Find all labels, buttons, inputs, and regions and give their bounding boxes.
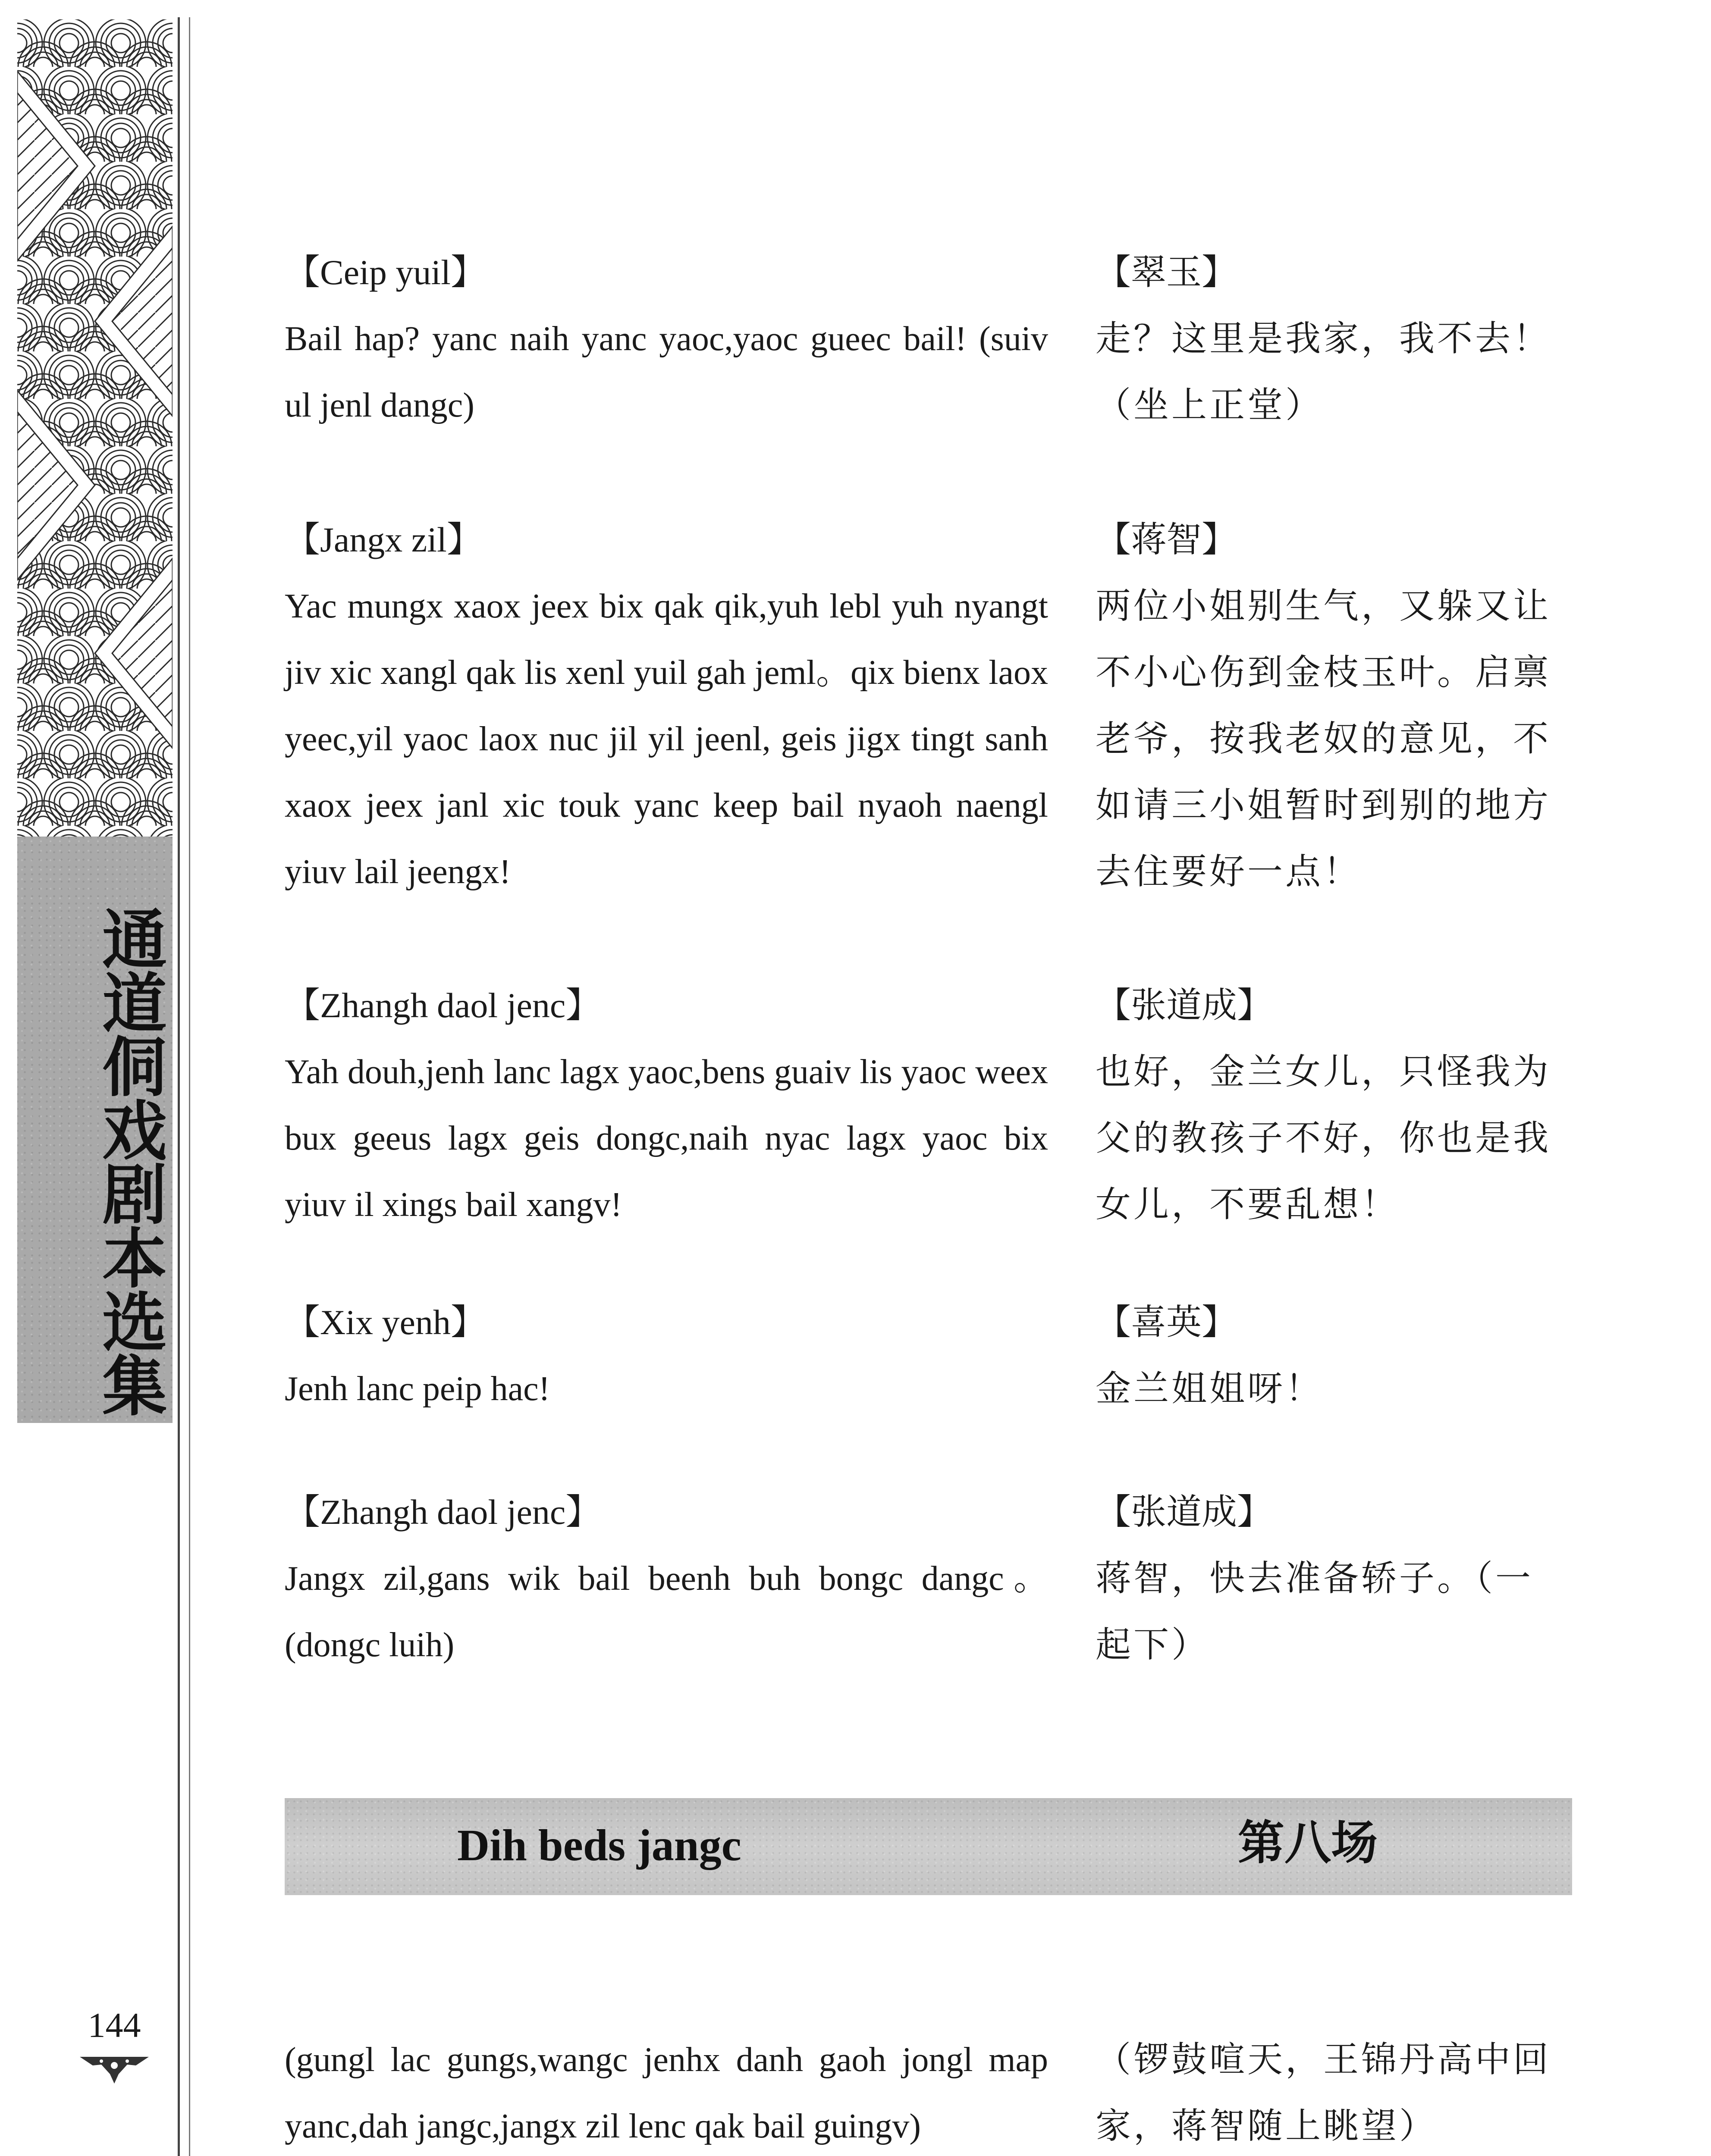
- dialogue-text-dong: Yah douh,jenh lanc lagx yaoc,bens guaiv lis yaoc weex bux geeus lagx geis dongc,naih nyac lagx yaoc bix yiuv il xings bail xangv!: [285, 1053, 1048, 1224]
- decorative-margin-pattern: [17, 19, 173, 837]
- scene-heading-banner: [285, 1798, 1572, 1895]
- speaker-name-dong: 【Xix yenh】: [285, 1303, 486, 1342]
- dialogue-text-dong: Jenh lanc peip hac!: [285, 1370, 550, 1408]
- speaker-name-zh: 【喜英】: [1096, 1302, 1237, 1343]
- scene-title-zh: 第八场: [1238, 1816, 1378, 1870]
- dialogue-text-zh: 金兰姐姐呀！: [1096, 1368, 1324, 1409]
- speaker-name-dong: 【Zhangh daol jenc】: [285, 1492, 601, 1532]
- dialogue-dong: [285, 972, 1048, 1238]
- margin-rule: [189, 17, 190, 2156]
- speaker-name-zh: 【翠玉】: [1096, 252, 1237, 293]
- stage-direction-zh: [1096, 2027, 1570, 2156]
- dialogue-dong: [285, 507, 1048, 905]
- dialogue-text-zh: 走？这里是我家，我不去！（坐上正堂）: [1096, 318, 1551, 426]
- series-title: 通道侗戏剧本选集: [91, 906, 166, 1416]
- dialogue-text-zh: 两位小姐别生气，又躲又让不小心伤到金枝玉叶。启禀老爷，按我老奴的意见，不如请三小姐暂时到别的地方去住要好一点！: [1096, 586, 1551, 892]
- dialogue-zh: [1096, 507, 1570, 905]
- dialogue-zh: [1096, 972, 1570, 1238]
- speaker-name-dong: 【Jangx zil】: [285, 520, 482, 559]
- margin-rule: [178, 17, 180, 2156]
- dialogue-text-dong: Bail hap? yanc naih yanc yaoc,yaoc gueec bail! (suiv ul jenl dangc): [285, 320, 1048, 424]
- speaker-name-dong: 【Zhangh daol jenc】: [285, 986, 601, 1025]
- dialogue-zh: [1096, 1479, 1570, 1678]
- stage-direction-text-zh: （锣鼓喧天，王锦丹高中回家，蒋智随上眺望）: [1096, 2039, 1551, 2147]
- dialogue-text-dong: Yac mungx xaox jeex bix qak qik,yuh lebl yuh nyangt jiv xic xangl qak lis xenl yuil gah jeml。qix bienx laox yeec,yil yaoc laox nuc jil yil jeenl, geis jigx tingt sanh xaox jeex janl xic touk yanc keep bail nyaoh naengl yiuv lail jeengx!: [285, 587, 1048, 891]
- dialogue-text-zh: 蒋智，快去准备轿子。（一起下）: [1096, 1558, 1534, 1665]
- dialogue-dong: [285, 239, 1048, 439]
- speaker-name-zh: 【蒋智】: [1096, 519, 1237, 560]
- dialogue-dong: [285, 1289, 1048, 1422]
- page-number: 144: [88, 2006, 141, 2045]
- dialogue-text-dong: Jangx zil,gans wik bail beenh buh bongc dangc。 (dongc luih): [285, 1560, 1048, 1664]
- speaker-name-zh: 【张道成】: [1096, 1492, 1273, 1532]
- page-ornament-icon: [75, 2053, 153, 2087]
- stage-direction-text-dong: (gungl lac gungs,wangc jenhx danh gaoh jongl map yanc,dah jangc,jangx zil lenc qak bail guingv): [285, 2041, 1048, 2145]
- speaker-name-dong: 【Ceip yuil】: [285, 253, 486, 292]
- scene-title-dong: Dih beds jangc: [457, 1821, 741, 1870]
- dialogue-text-zh: 也好，金兰女儿，只怪我为父的教孩子不好，你也是我女儿，不要乱想！: [1096, 1051, 1551, 1225]
- dialogue-dong: [285, 1479, 1048, 1678]
- speaker-name-zh: 【张道成】: [1096, 985, 1273, 1026]
- stage-direction-dong: [285, 2027, 1048, 2156]
- dialogue-zh: [1096, 239, 1570, 439]
- dialogue-zh: [1096, 1289, 1570, 1422]
